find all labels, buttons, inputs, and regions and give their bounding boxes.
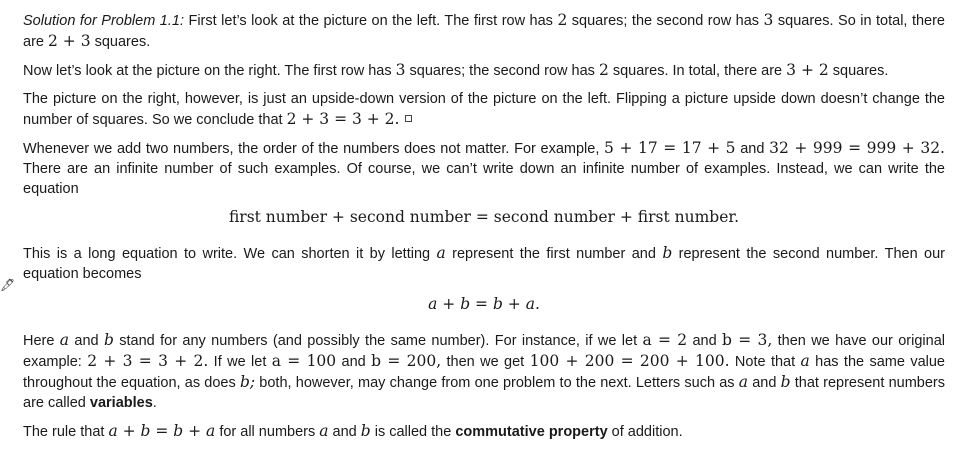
term-commutative-property: commutative property — [455, 424, 608, 440]
equation-variables: a + b = b + a. — [428, 295, 540, 313]
document-body — [0, 10, 946, 450]
paragraph-mark-icon: 🖋 — [0, 278, 16, 292]
qed-square-icon — [405, 115, 412, 122]
equation-words: first number + second number = second number + first number. — [228, 208, 740, 226]
paragraph-variables-explained: Here a and b stand for any numbers (and possibly the same number). For instance, if we let a = 2 and b = 3, then we have our original example: 2 + 3 = 3 + 2. If we let a = 100 and b = 200, then we get 100 + 200 = 200 + 100. Note that a has the same value throughout the equation, as does b; both, however, may change from one problem to the next. Letters such as a and b that represent numbers are called variables. — [23, 331, 945, 411]
paragraph-upside-down: The picture on the right, however, is just an upside-down version of the picture on the left. Flipping a picture upside down doesn’t change the number of squares. So we conclude that 2 + 3 = 3 + 2. — [23, 91, 945, 128]
term-variables: variables — [89, 395, 153, 411]
paragraph-solution-intro: Solution for Problem 1.1: First let’s look at the picture on the left. The first row has 2 squares; the second row has 3 squares. So in total, there are 2 + 3 squares. — [23, 11, 946, 50]
paragraph-shorten-equation: This is a long equation to write. We can shorten it by letting a represent the first number and b represent the second number. Then our equation becomes — [23, 244, 945, 282]
paragraph-right-picture: Now let’s look at the picture on the right. The first row has 3 squares; the second row has 2 squares. In total, there are 3 + 2 squares. — [23, 61, 889, 79]
paragraph-commutative-property: The rule that a + b = b + a for all numbers a and b is called the commutative property of addition. — [23, 422, 683, 440]
solution-label: Solution for Problem 1.1: — [23, 13, 184, 29]
paragraph-order-does-not-matter: Whenever we add two numbers, the order of the numbers does not matter. For example, 5 + 17 = 17 + 5 and 32 + 999 = 999 + 32. There are an infinite number of such examples. Of course, we can’t write down an infinite number of examples. Instead, we can write the equation — [23, 139, 945, 197]
